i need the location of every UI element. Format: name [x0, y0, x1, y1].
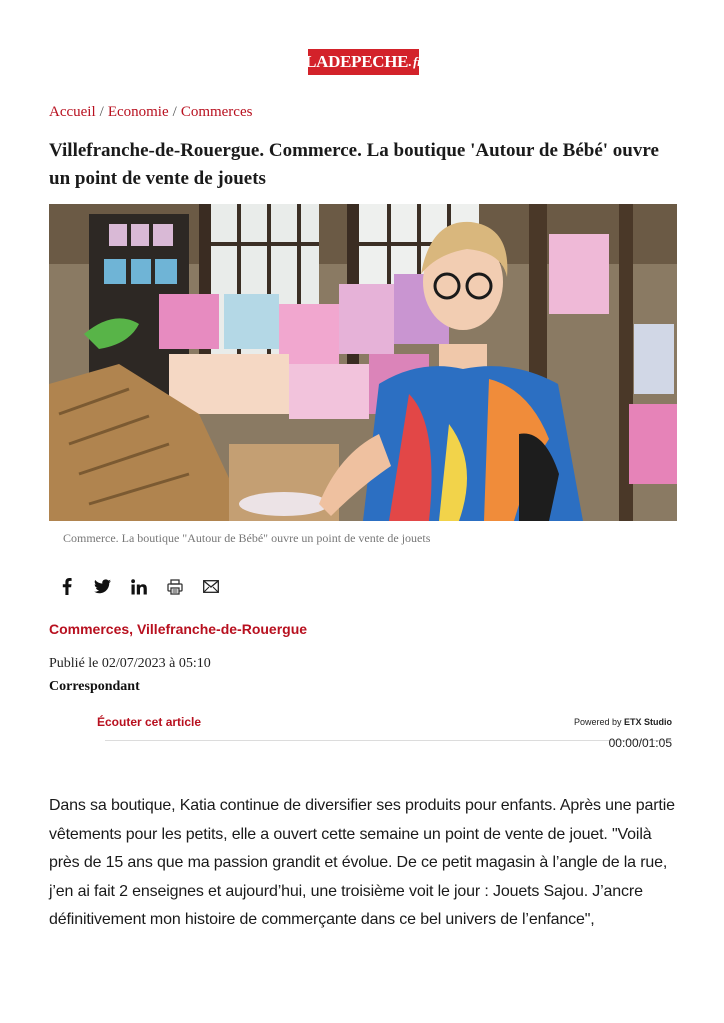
publish-date: Publié le 02/07/2023 à 05:10	[49, 656, 211, 671]
tag-commerces[interactable]: Commerces	[49, 621, 130, 637]
article-photo	[49, 204, 677, 521]
breadcrumb-home[interactable]: Accueil	[49, 104, 96, 120]
audio-time: 00:00/01:05	[608, 736, 672, 750]
powered-brand: ETX Studio	[624, 717, 672, 727]
mail-icon[interactable]	[202, 578, 219, 595]
tag-villefranche[interactable]: Villefranche-de-Rouergue	[136, 621, 308, 637]
photo-caption: Commerce. La boutique "Autour de Bébé" ouvre un point de vente de jouets	[63, 531, 431, 545]
breadcrumb-economie[interactable]: Economie	[107, 104, 169, 120]
print-icon[interactable]	[166, 578, 183, 595]
listen-article-button[interactable]: Écouter cet article	[97, 715, 202, 729]
powered-by	[574, 717, 672, 727]
breadcrumb-separator: /	[99, 104, 104, 120]
facebook-icon[interactable]	[58, 578, 75, 595]
tag-separator: ,	[129, 621, 137, 637]
logo-dot: .	[408, 54, 412, 69]
audio-progress-bar[interactable]	[105, 740, 672, 741]
article-body: Dans sa boutique, Katia continue de diversifier ses produits pour enfants. Après une partie vêtements pour les petits, elle a ouvert cette semaine un point de vente de jouet. "Voilà près de 15 ans que ma passion grandit et évolue. De ce petit magasin à l’angle de la rue, j’en ai fait 2 enseignes et aujourd’hui, une troisième voit le jour : Jouets Sajou. J’ancre définitivement mon histoire de commerçante dans ce bel univers de l’enfance",	[49, 797, 675, 929]
article-tags	[49, 621, 307, 637]
logo-suffix: fr	[413, 54, 422, 69]
breadcrumb-separator: /	[172, 104, 177, 120]
author-name: Correspondant	[49, 679, 140, 694]
twitter-icon[interactable]	[94, 578, 111, 595]
breadcrumb	[49, 104, 252, 121]
breadcrumb-commerces[interactable]: Commerces	[180, 104, 253, 120]
linkedin-icon[interactable]	[130, 578, 147, 595]
article-title: Villefranche-de-Rouergue. Commerce. La boutique 'Autour de Bébé' ouvre un point de vente de jouets	[49, 140, 659, 189]
powered-prefix: Powered by	[573, 717, 622, 727]
share-bar	[58, 578, 219, 595]
site-logo[interactable]	[305, 49, 422, 75]
logo-text: LADEPECHE	[305, 52, 409, 71]
